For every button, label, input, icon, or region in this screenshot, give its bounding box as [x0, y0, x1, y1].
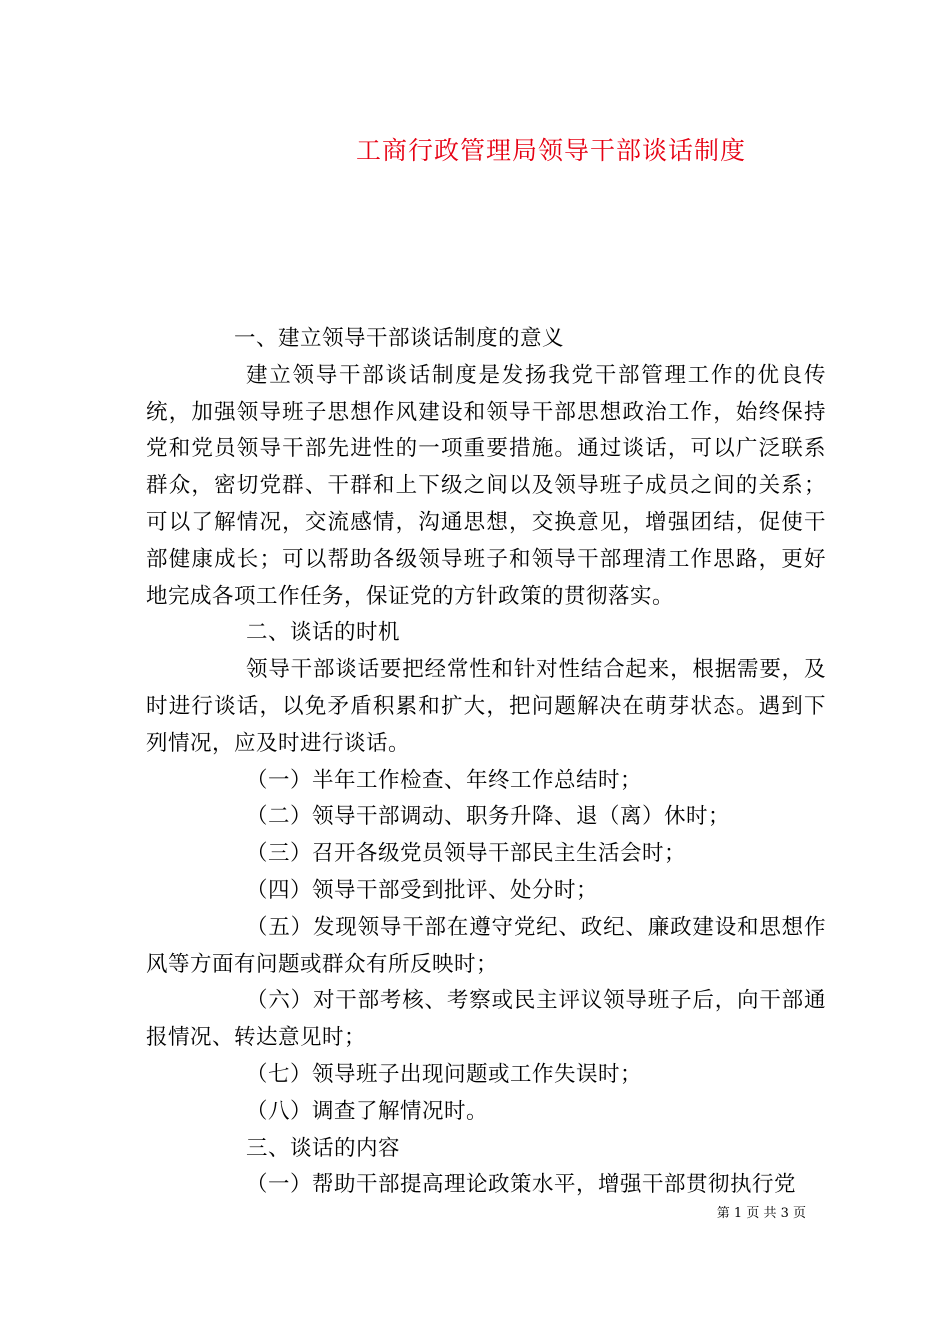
section-heading-3: 三、谈话的内容: [246, 1135, 401, 1161]
list-item-3: （三）召开各级党员领导干部民主生活会时；: [246, 841, 687, 867]
list-item-5: （五）发现领导干部在遵守党纪、政纪、廉政建设和思想作风等方面有问题或群众有所反映时；: [146, 914, 826, 977]
document-title: 工商行政管理局领导干部谈话制度: [356, 136, 747, 165]
list-item-4: （四）领导干部受到批评、处分时；: [246, 877, 599, 903]
paragraph-timing: 领导干部谈话要把经常性和针对性结合起来，根据需要，及时进行谈话，以免矛盾积累和扩大，把问题解决在萌芽状态。遇到下列情况，应及时进行谈话。: [146, 657, 826, 756]
list-item-8: （八）调查了解情况时。: [246, 1098, 489, 1124]
list-item-6: （六）对干部考核、考察或民主评议领导班子后，向干部通报情况、转达意见时；: [146, 988, 826, 1051]
page-number: 第 1 页 共 3 页: [716, 1206, 806, 1221]
list-item-2: （二）领导干部调动、职务升降、退（离）休时；: [246, 804, 731, 830]
list-item-7: （七）领导班子出现问题或工作失误时；: [246, 1061, 643, 1087]
list-item-1: （一）半年工作检查、年终工作总结时；: [246, 767, 643, 793]
section-heading-1: 一、建立领导干部谈话制度的意义: [234, 326, 565, 351]
content-item-1: （一）帮助干部提高理论政策水平，增强干部贯彻执行党: [246, 1172, 797, 1198]
section-heading-2: 二、谈话的时机: [246, 620, 401, 646]
paragraph-significance: 建立领导干部谈话制度是发扬我党干部管理工作的优良传统，加强领导班子思想作风建设和领导干部思想政治工作，始终保持党和党员领导干部先进性的一项重要措施。通过谈话，可以广泛联系群众，密切党群、干群和上下级之间以及领导班子成员之间的关系；可以了解情况，交流感情，沟通思想，交换意见，增强团结，促使干部健康成长；可以帮助各级领导班子和领导干部理清工作思路，更好地完成各项工作任务，保证党的方针政策的贯彻落实。: [146, 362, 826, 609]
document-body: [146, 321, 826, 1204]
